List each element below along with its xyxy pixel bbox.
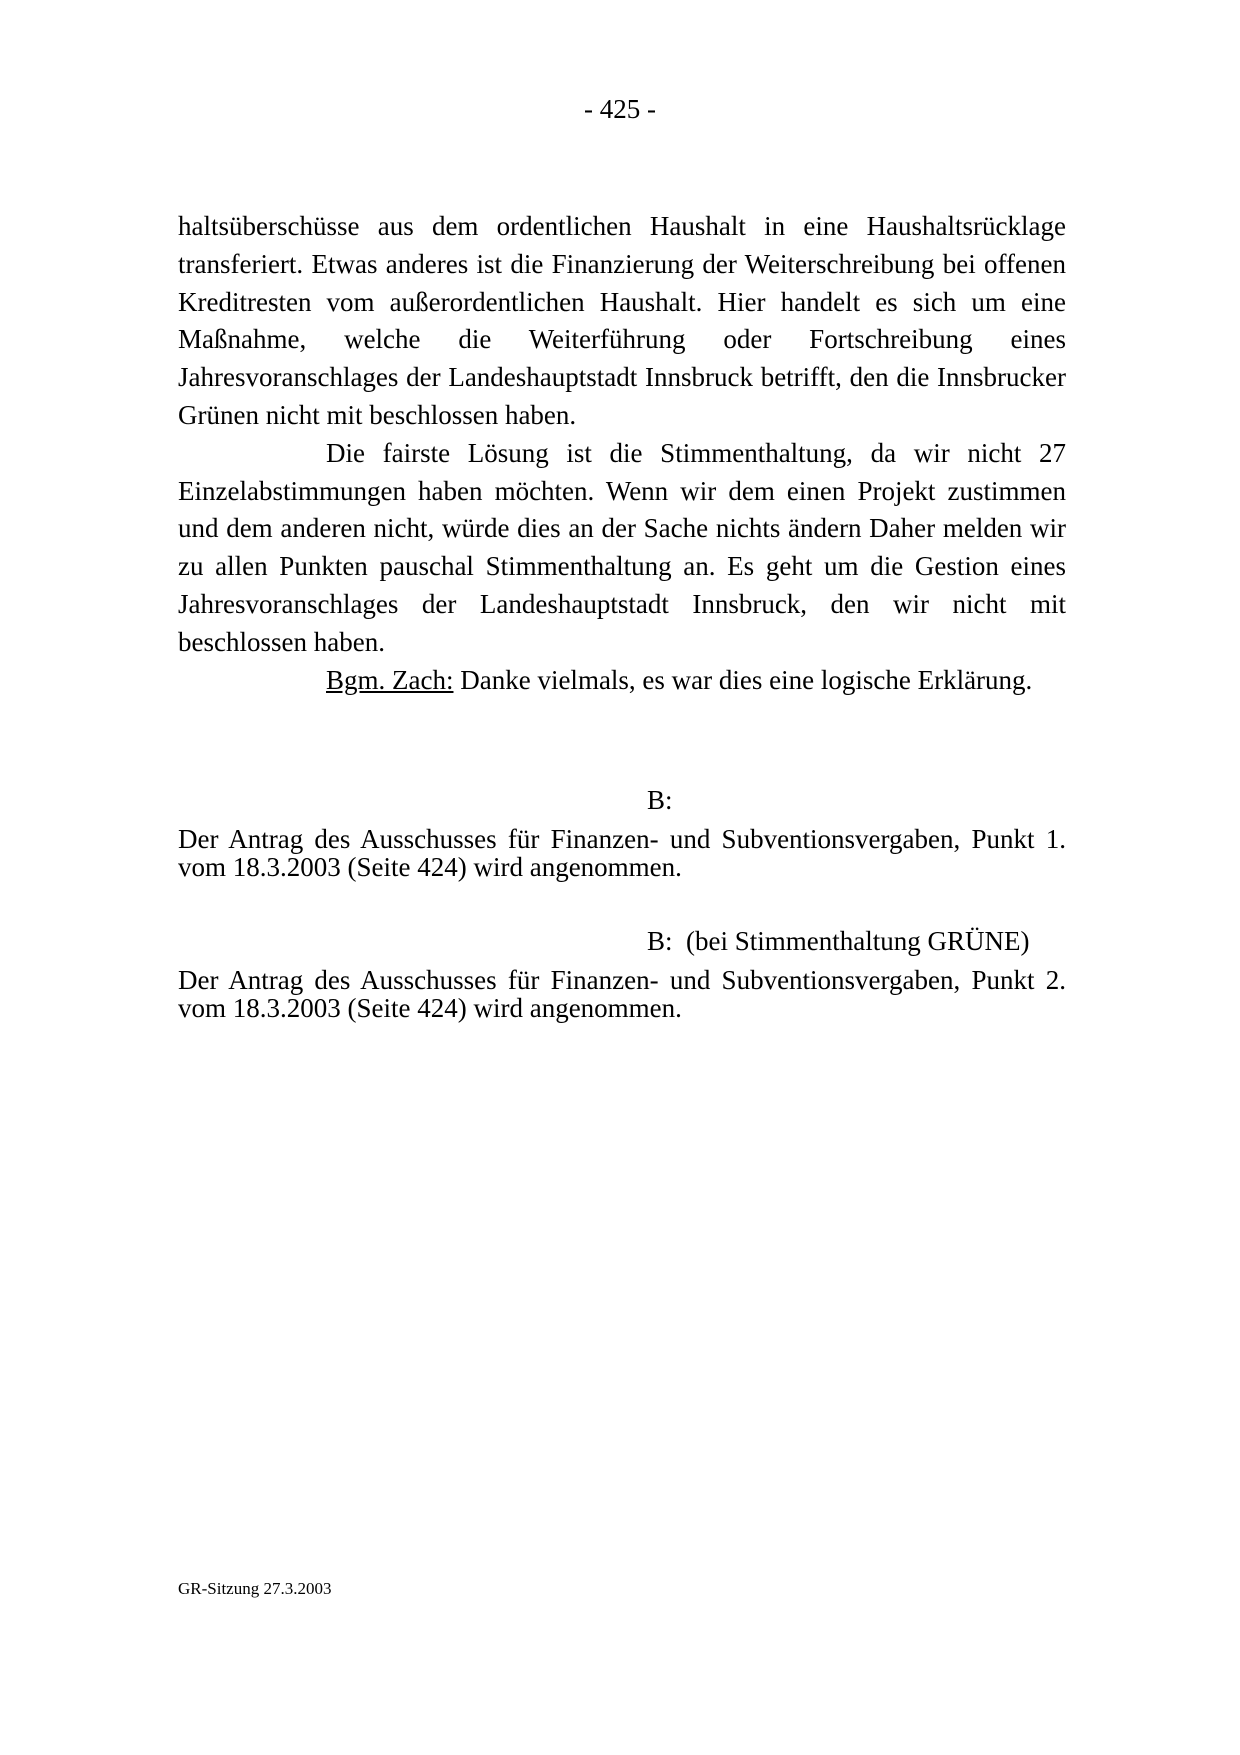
- resolution-label: B:: [647, 785, 673, 815]
- speaker-name: Bgm. Zach:: [326, 664, 454, 695]
- resolution-text: Der Antrag des Ausschusses für Finanzen- und Subventionsvergaben, Punkt 2. vom 18.3.2003 (Seite 424) wird angenommen.: [178, 965, 1066, 1023]
- document-body: [178, 208, 1066, 699]
- paragraph-bgm-zach: [178, 662, 1066, 700]
- resolution-text: Der Antrag des Ausschusses für Finanzen- und Subventionsvergaben, Punkt 1. vom 18.3.2003 (Seite 424) wird angenommen.: [178, 824, 1066, 882]
- footer-session-date: GR-Sitzung 27.3.2003: [178, 1579, 332, 1598]
- resolution-1: [178, 783, 1066, 881]
- paragraph-stimmenthaltung: Die fairste Lösung ist die Stimmenthaltung, da wir nicht 27 Einzelabstimmungen haben möchten. Wenn wir dem einen Projekt zustimmen und dem anderen nicht, würde dies an der Sache nichts ändern Daher melden wir zu allen Punkten pauschal Stimmenthaltung an. Es geht um die Gestion eines Jahresvoranschlages der Landeshauptstadt Innsbruck, den wir nicht mit beschlossen haben.: [178, 437, 1066, 657]
- speaker-statement: Danke vielmals, es war dies eine logische Erklärung.: [453, 664, 1033, 695]
- paragraph-continuation: haltsüberschüsse aus dem ordentlichen Haushalt in eine Haushaltsrücklage transferiert. Etwas anderes ist die Finanzierung der Weiterschreibung bei offenen Kreditresten vom außerordentlichen Haushalt. Hier handelt es sich um eine Maßnahme, welche die Weiterführung oder Fortschreibung eines Jahresvoranschlages der Landeshauptstadt Innsbruck betrifft, den die Innsbrucker Grünen nicht mit beschlossen haben.: [178, 211, 1066, 430]
- resolution-2: [178, 924, 1066, 1022]
- page-number: - 425 -: [584, 94, 656, 124]
- resolution-label: B: (bei Stimmenthaltung GRÜNE): [647, 926, 1030, 956]
